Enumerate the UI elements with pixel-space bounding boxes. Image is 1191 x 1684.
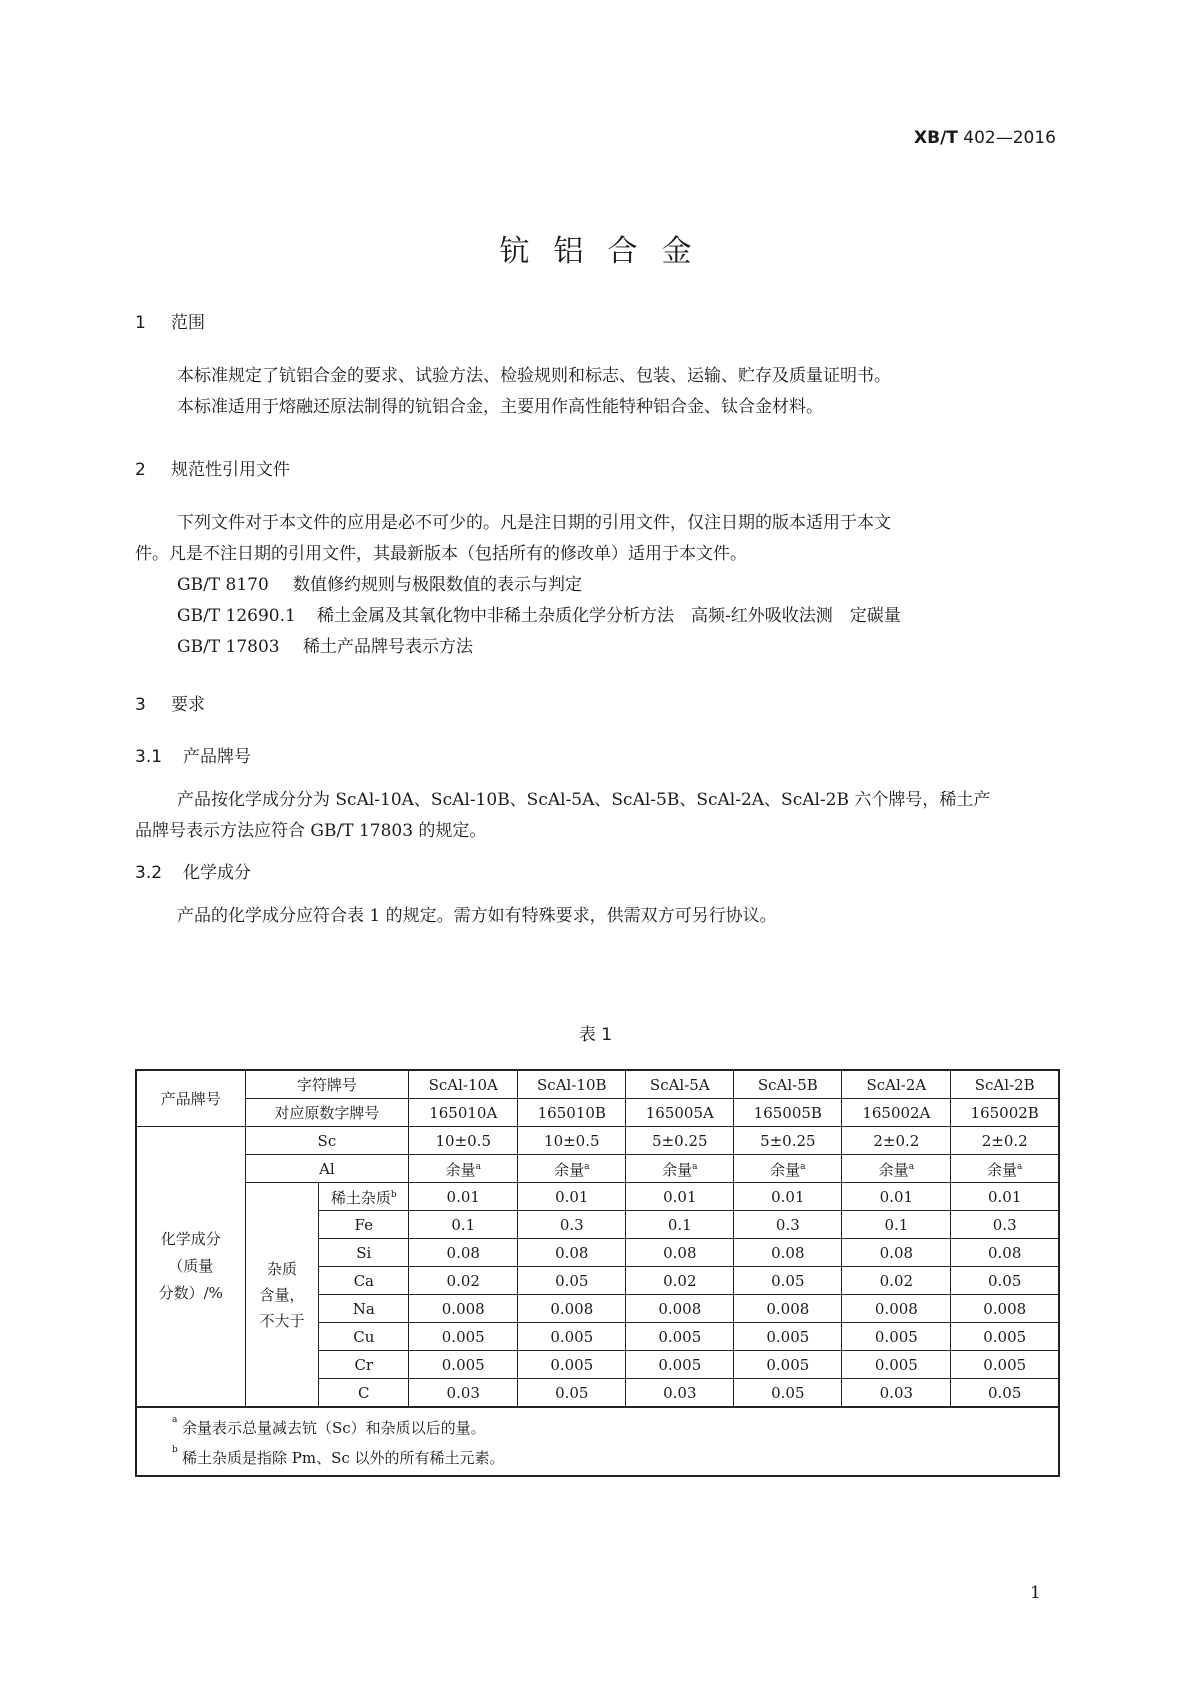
page-title: 钪铝合金 bbox=[499, 234, 716, 269]
table-notes bbox=[135, 1407, 1060, 1477]
impurity-value: 0.03 bbox=[626, 1379, 734, 1408]
table-row bbox=[136, 1155, 1059, 1183]
grade-label: 产品牌号 bbox=[136, 1070, 245, 1127]
num-grade: 165005B bbox=[734, 1099, 842, 1127]
impurity-value: 0.02 bbox=[842, 1267, 951, 1295]
impurity-value: 0.05 bbox=[951, 1267, 1059, 1295]
al-value: 余量$^a$ bbox=[626, 1155, 734, 1183]
num-grade: 165005A bbox=[626, 1099, 734, 1127]
impurity-value: 0.005 bbox=[842, 1351, 951, 1379]
note-b: b 稀土杂质是指除 Pm、Sc 以外的所有稀土元素。 bbox=[172, 1445, 505, 1467]
char-grade: ScAl-2A bbox=[842, 1070, 951, 1099]
impurity-value: 0.005 bbox=[734, 1323, 842, 1351]
num-grade-label: 对应原数字牌号 bbox=[245, 1099, 409, 1127]
al-value: 余量$^a$ bbox=[409, 1155, 518, 1183]
impurity-value: 0.1 bbox=[409, 1211, 518, 1239]
num-grade: 165002A bbox=[842, 1099, 951, 1127]
impurity-value: 0.08 bbox=[734, 1239, 842, 1267]
char-grade: ScAl-2B bbox=[951, 1070, 1059, 1099]
impurity-value: 0.005 bbox=[734, 1351, 842, 1379]
char-grade: ScAl-10B bbox=[518, 1070, 626, 1099]
document-code: XB/T 402—2016 bbox=[914, 128, 1056, 148]
impurity-value: 0.008 bbox=[409, 1295, 518, 1323]
sc-value: 5±0.25 bbox=[626, 1127, 734, 1155]
impurity-value: 0.005 bbox=[626, 1323, 734, 1351]
impurity-value: 0.005 bbox=[518, 1351, 626, 1379]
section-3-1-body: 产品按化学成分分为 ScAl-10A、ScAl-10B、ScAl-5A、ScAl-5B、ScAl-2A、ScAl-2B 六个牌号，稀土产 品牌号表示方法应符合 GB/T 17803 的规定。 bbox=[135, 790, 991, 841]
impurity-value: 0.005 bbox=[409, 1351, 518, 1379]
impurity-value: 0.3 bbox=[734, 1211, 842, 1239]
impurity-value: 0.05 bbox=[951, 1379, 1059, 1408]
impurity-value: 0.008 bbox=[734, 1295, 842, 1323]
al-value: 余量$^a$ bbox=[842, 1155, 951, 1183]
impurity-label: 杂质 含量， 不大于 bbox=[245, 1183, 319, 1408]
section-3-2-heading: 3.2 化学成分 bbox=[135, 863, 251, 883]
impurity-value: 0.05 bbox=[518, 1379, 626, 1408]
char-grade: ScAl-5B bbox=[734, 1070, 842, 1099]
impurity-name: Ca bbox=[319, 1267, 409, 1295]
sc-value: 2±0.2 bbox=[842, 1127, 951, 1155]
impurity-name: Na bbox=[319, 1295, 409, 1323]
impurity-value: 0.03 bbox=[409, 1379, 518, 1408]
table-caption: 表 1 bbox=[578, 1025, 613, 1045]
impurity-value: 0.3 bbox=[951, 1211, 1059, 1239]
sc-value: 2±0.2 bbox=[951, 1127, 1059, 1155]
table-row bbox=[136, 1070, 1059, 1099]
impurity-value: 0.05 bbox=[734, 1267, 842, 1295]
num-grade: 165010A bbox=[409, 1099, 518, 1127]
impurity-value: 0.01 bbox=[626, 1183, 734, 1211]
sc-label: Sc bbox=[245, 1127, 409, 1155]
impurity-value: 0.005 bbox=[842, 1323, 951, 1351]
impurity-value: 0.01 bbox=[951, 1183, 1059, 1211]
ref-item: GB/T 8170 数值修约规则与极限数值的表示与判定 bbox=[177, 575, 582, 595]
impurity-value: 0.08 bbox=[842, 1239, 951, 1267]
impurity-name: Fe bbox=[319, 1211, 409, 1239]
impurity-value: 0.03 bbox=[842, 1379, 951, 1408]
section-3-heading: 3 要求 bbox=[135, 695, 205, 715]
section-2-body: 下列文件对于本文件的应用是必不可少的。凡是注日期的引用文件，仅注日期的版本适用于本文 件。凡是不注日期的引用文件，其最新版本（包括所有的修改单）适用于本文件。 bbox=[135, 513, 891, 564]
impurity-value: 0.05 bbox=[518, 1267, 626, 1295]
al-value: 余量$^a$ bbox=[734, 1155, 842, 1183]
impurity-value: 0.005 bbox=[951, 1323, 1059, 1351]
section-3-1-heading: 3.1 产品牌号 bbox=[135, 747, 251, 767]
impurity-value: 0.008 bbox=[518, 1295, 626, 1323]
impurity-name: Si bbox=[319, 1239, 409, 1267]
al-value: 余量$^a$ bbox=[951, 1155, 1059, 1183]
impurity-value: 0.008 bbox=[626, 1295, 734, 1323]
section-2-heading: 2 规范性引用文件 bbox=[135, 460, 290, 480]
impurity-value: 0.02 bbox=[409, 1267, 518, 1295]
impurity-value: 0.01 bbox=[409, 1183, 518, 1211]
page-number: 1 bbox=[1030, 1583, 1041, 1603]
impurity-value: 0.08 bbox=[951, 1239, 1059, 1267]
note-a: a 余量表示总量减去钪（Sc）和杂质以后的量。 bbox=[172, 1415, 486, 1437]
char-grade: ScAl-10A bbox=[409, 1070, 518, 1099]
num-grade: 165002B bbox=[951, 1099, 1059, 1127]
impurity-value: 0.01 bbox=[842, 1183, 951, 1211]
ref-item: GB/T 17803 稀土产品牌号表示方法 bbox=[177, 637, 473, 657]
impurity-value: 0.005 bbox=[626, 1351, 734, 1379]
section-3-2-body: 产品的化学成分应符合表 1 的规定。需方如有特殊要求，供需双方可另行协议。 bbox=[177, 906, 777, 926]
impurity-value: 0.005 bbox=[951, 1351, 1059, 1379]
sc-value: 10±0.5 bbox=[409, 1127, 518, 1155]
al-value: 余量$^a$ bbox=[518, 1155, 626, 1183]
sc-value: 10±0.5 bbox=[518, 1127, 626, 1155]
impurity-value: 0.008 bbox=[842, 1295, 951, 1323]
table-row bbox=[136, 1127, 1059, 1155]
impurity-value: 0.08 bbox=[626, 1239, 734, 1267]
table-row bbox=[136, 1183, 1059, 1211]
chemical-composition-table bbox=[135, 1069, 1060, 1408]
impurity-value: 0.02 bbox=[626, 1267, 734, 1295]
al-label: Al bbox=[245, 1155, 409, 1183]
impurity-name: C bbox=[319, 1379, 409, 1408]
char-grade-label: 字符牌号 bbox=[245, 1070, 409, 1099]
sc-value: 5±0.25 bbox=[734, 1127, 842, 1155]
impurity-value: 0.005 bbox=[518, 1323, 626, 1351]
impurity-value: 0.01 bbox=[518, 1183, 626, 1211]
impurity-value: 0.005 bbox=[409, 1323, 518, 1351]
section-1-heading: 1 范围 bbox=[135, 313, 205, 333]
impurity-name: Cu bbox=[319, 1323, 409, 1351]
impurity-value: 0.3 bbox=[518, 1211, 626, 1239]
impurity-value: 0.05 bbox=[734, 1379, 842, 1408]
char-grade: ScAl-5A bbox=[626, 1070, 734, 1099]
impurity-value: 0.01 bbox=[734, 1183, 842, 1211]
impurity-name: Cr bbox=[319, 1351, 409, 1379]
impurity-value: 0.08 bbox=[409, 1239, 518, 1267]
num-grade: 165010B bbox=[518, 1099, 626, 1127]
impurity-value: 0.08 bbox=[518, 1239, 626, 1267]
chem-composition-label: 化学成分 （质量 分数）/% bbox=[136, 1127, 245, 1408]
impurity-name: 稀土杂质$^b$ bbox=[319, 1183, 409, 1211]
ref-item: GB/T 12690.1 稀土金属及其氧化物中非稀土杂质化学分析方法 高频-红外吸收法测 定碳量 bbox=[177, 606, 901, 626]
impurity-value: 0.1 bbox=[626, 1211, 734, 1239]
section-1-body: 本标准规定了钪铝合金的要求、试验方法、检验规则和标志、包装、运输、贮存及质量证明书。 本标准适用于熔融还原法制得的钪铝合金，主要用作高性能特种铝合金、钛合金材料。 bbox=[177, 366, 891, 417]
table-row bbox=[136, 1099, 1059, 1127]
impurity-value: 0.1 bbox=[842, 1211, 951, 1239]
impurity-value: 0.008 bbox=[951, 1295, 1059, 1323]
